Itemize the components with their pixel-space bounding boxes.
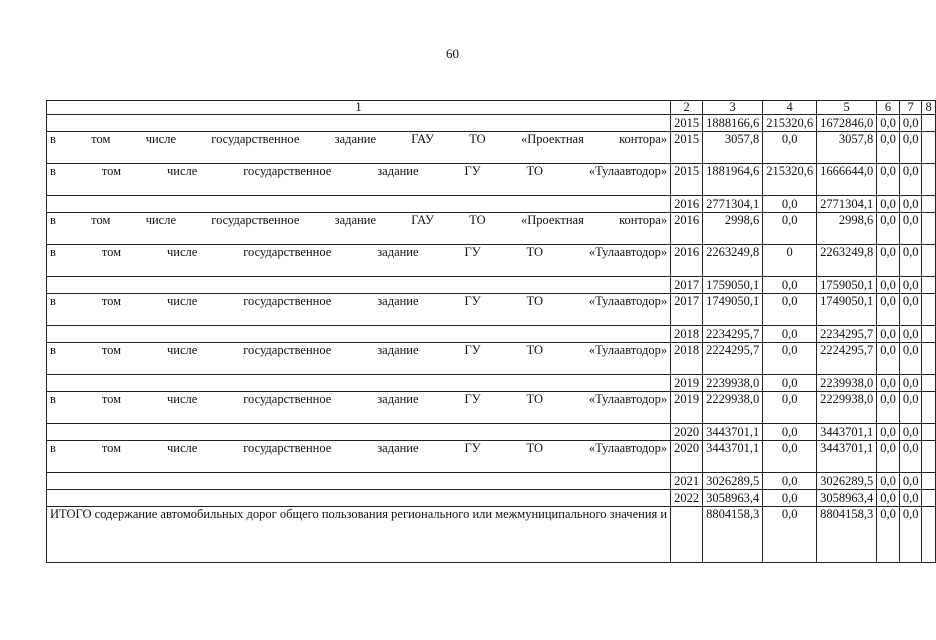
total-cell: 2239938,0 — [703, 375, 763, 392]
col4-cell: 0,0 — [763, 343, 817, 375]
col8-cell — [922, 441, 935, 473]
year-cell: 2015 — [671, 132, 703, 164]
year-cell: 2018 — [671, 343, 703, 375]
header-col-4: 4 — [763, 101, 817, 115]
col5-cell: 3443701,1 — [817, 441, 877, 473]
description-cell: в том числе государственное задание ГУ ТО «Тулаавтодор» — [47, 245, 671, 277]
col6-cell: 0,0 — [877, 392, 900, 424]
col4-cell: 0 — [763, 245, 817, 277]
col6-cell: 0,0 — [877, 490, 900, 507]
col7-cell: 0,0 — [899, 490, 922, 507]
col4-cell: 215320,6 — [763, 115, 817, 132]
col8-cell — [922, 375, 935, 392]
header-col-6: 6 — [877, 101, 900, 115]
col7-cell: 0,0 — [899, 277, 922, 294]
col5-cell: 1666644,0 — [817, 164, 877, 196]
description-cell — [47, 326, 671, 343]
col7-cell: 0,0 — [899, 213, 922, 245]
year-cell: 2016 — [671, 196, 703, 213]
col5-cell: 3057,8 — [817, 132, 877, 164]
table-row — [47, 277, 936, 294]
col5-cell: 1759050,1 — [817, 277, 877, 294]
year-cell — [671, 507, 703, 563]
table-row — [47, 343, 936, 375]
col4-cell: 0,0 — [763, 473, 817, 490]
year-cell: 2017 — [671, 277, 703, 294]
header-col-8: 8 — [922, 101, 935, 115]
col7-cell: 0,0 — [899, 392, 922, 424]
col4-cell: 0,0 — [763, 196, 817, 213]
year-cell: 2021 — [671, 473, 703, 490]
total-cell: 3058963,4 — [703, 490, 763, 507]
description-cell: ИТОГО содержание автомобильных дорог общего пользования регионального или межмуниципального значения и — [47, 507, 671, 563]
total-cell: 2234295,7 — [703, 326, 763, 343]
col6-cell: 0,0 — [877, 473, 900, 490]
col6-cell: 0,0 — [877, 115, 900, 132]
col8-cell — [922, 473, 935, 490]
description-cell — [47, 196, 671, 213]
year-cell: 2018 — [671, 326, 703, 343]
col5-cell: 8804158,3 — [817, 507, 877, 563]
table-row — [47, 326, 936, 343]
col6-cell: 0,0 — [877, 277, 900, 294]
col8-cell — [922, 326, 935, 343]
table-row — [47, 245, 936, 277]
total-cell: 1888166,6 — [703, 115, 763, 132]
year-cell: 2022 — [671, 490, 703, 507]
col6-cell: 0,0 — [877, 424, 900, 441]
col7-cell: 0,0 — [899, 132, 922, 164]
year-cell: 2019 — [671, 375, 703, 392]
year-cell: 2019 — [671, 392, 703, 424]
table-row — [47, 115, 936, 132]
col5-cell: 2234295,7 — [817, 326, 877, 343]
table-row — [47, 392, 936, 424]
table-row — [47, 132, 936, 164]
col8-cell — [922, 424, 935, 441]
col7-cell: 0,0 — [899, 294, 922, 326]
budget-table — [46, 100, 936, 563]
col5-cell: 2224295,7 — [817, 343, 877, 375]
col8-cell — [922, 196, 935, 213]
col4-cell: 215320,6 — [763, 164, 817, 196]
header-col-5: 5 — [817, 101, 877, 115]
total-cell: 3443701,1 — [703, 424, 763, 441]
col6-cell: 0,0 — [877, 132, 900, 164]
col7-cell: 0,0 — [899, 375, 922, 392]
col6-cell: 0,0 — [877, 164, 900, 196]
col8-cell — [922, 213, 935, 245]
col7-cell: 0,0 — [899, 326, 922, 343]
total-cell: 2771304,1 — [703, 196, 763, 213]
col4-cell: 0,0 — [763, 424, 817, 441]
description-cell — [47, 277, 671, 294]
total-cell: 1881964,6 — [703, 164, 763, 196]
col8-cell — [922, 132, 935, 164]
table-row — [47, 196, 936, 213]
col7-cell: 0,0 — [899, 424, 922, 441]
total-cell: 1759050,1 — [703, 277, 763, 294]
description-cell: в том числе государственное задание ГУ ТО «Тулаавтодор» — [47, 392, 671, 424]
col5-cell: 3058963,4 — [817, 490, 877, 507]
col5-cell: 2998,6 — [817, 213, 877, 245]
header-col-3: 3 — [703, 101, 763, 115]
description-cell: в том числе государственное задание ГУ ТО «Тулаавтодор» — [47, 294, 671, 326]
table-row — [47, 213, 936, 245]
col6-cell: 0,0 — [877, 196, 900, 213]
col5-cell: 2771304,1 — [817, 196, 877, 213]
total-cell: 3057,8 — [703, 132, 763, 164]
col4-cell: 0,0 — [763, 277, 817, 294]
col8-cell — [922, 392, 935, 424]
year-cell: 2015 — [671, 115, 703, 132]
col5-cell: 2229938,0 — [817, 392, 877, 424]
col5-cell: 3443701,1 — [817, 424, 877, 441]
col5-cell: 2263249,8 — [817, 245, 877, 277]
description-cell — [47, 424, 671, 441]
year-cell: 2016 — [671, 245, 703, 277]
col4-cell: 0,0 — [763, 326, 817, 343]
col7-cell: 0,0 — [899, 245, 922, 277]
col4-cell: 0,0 — [763, 375, 817, 392]
col4-cell: 0,0 — [763, 392, 817, 424]
col4-cell: 0,0 — [763, 213, 817, 245]
col6-cell: 0,0 — [877, 507, 900, 563]
total-cell: 3443701,1 — [703, 441, 763, 473]
col5-cell: 2239938,0 — [817, 375, 877, 392]
table-row — [47, 441, 936, 473]
col8-cell — [922, 277, 935, 294]
col8-cell — [922, 507, 935, 563]
total-cell: 2263249,8 — [703, 245, 763, 277]
year-cell: 2015 — [671, 164, 703, 196]
table-row — [47, 294, 936, 326]
col4-cell: 0,0 — [763, 294, 817, 326]
description-cell: в том числе государственное задание ГАУ ТО «Проектная контора» — [47, 213, 671, 245]
col4-cell: 0,0 — [763, 441, 817, 473]
header-col-2: 2 — [671, 101, 703, 115]
col6-cell: 0,0 — [877, 343, 900, 375]
description-cell — [47, 490, 671, 507]
col7-cell: 0,0 — [899, 473, 922, 490]
col8-cell — [922, 294, 935, 326]
total-row — [47, 507, 936, 563]
header-col-1: 1 — [47, 101, 671, 115]
table-row — [47, 375, 936, 392]
col7-cell: 0,0 — [899, 343, 922, 375]
total-cell: 1749050,1 — [703, 294, 763, 326]
col7-cell: 0,0 — [899, 164, 922, 196]
header-col-7: 7 — [899, 101, 922, 115]
col4-cell: 0,0 — [763, 490, 817, 507]
total-cell: 2998,6 — [703, 213, 763, 245]
page-number: 60 — [446, 46, 459, 61]
table-row — [47, 164, 936, 196]
col8-cell — [922, 490, 935, 507]
description-cell: в том числе государственное задание ГУ ТО «Тулаавтодор» — [47, 343, 671, 375]
col6-cell: 0,0 — [877, 245, 900, 277]
col8-cell — [922, 245, 935, 277]
col6-cell: 0,0 — [877, 375, 900, 392]
description-cell: в том числе государственное задание ГУ ТО «Тулаавтодор» — [47, 441, 671, 473]
description-cell — [47, 473, 671, 490]
table-row — [47, 490, 936, 507]
col7-cell: 0,0 — [899, 441, 922, 473]
table-row — [47, 424, 936, 441]
year-cell: 2020 — [671, 441, 703, 473]
year-cell: 2016 — [671, 213, 703, 245]
col6-cell: 0,0 — [877, 294, 900, 326]
col5-cell: 1672846,0 — [817, 115, 877, 132]
year-cell: 2020 — [671, 424, 703, 441]
description-cell: в том числе государственное задание ГУ ТО «Тулаавтодор» — [47, 164, 671, 196]
col7-cell: 0,0 — [899, 507, 922, 563]
description-cell: в том числе государственное задание ГАУ ТО «Проектная контора» — [47, 132, 671, 164]
description-cell — [47, 115, 671, 132]
col4-cell: 0,0 — [763, 132, 817, 164]
col8-cell — [922, 115, 935, 132]
col6-cell: 0,0 — [877, 441, 900, 473]
col8-cell — [922, 343, 935, 375]
col5-cell: 3026289,5 — [817, 473, 877, 490]
total-cell: 3026289,5 — [703, 473, 763, 490]
col8-cell — [922, 164, 935, 196]
description-cell — [47, 375, 671, 392]
col7-cell: 0,0 — [899, 115, 922, 132]
col4-cell: 0,0 — [763, 507, 817, 563]
table-header-row — [47, 101, 936, 115]
col7-cell: 0,0 — [899, 196, 922, 213]
total-cell: 8804158,3 — [703, 507, 763, 563]
table-row — [47, 473, 936, 490]
col5-cell: 1749050,1 — [817, 294, 877, 326]
year-cell: 2017 — [671, 294, 703, 326]
col6-cell: 0,0 — [877, 213, 900, 245]
total-cell: 2229938,0 — [703, 392, 763, 424]
total-cell: 2224295,7 — [703, 343, 763, 375]
col6-cell: 0,0 — [877, 326, 900, 343]
